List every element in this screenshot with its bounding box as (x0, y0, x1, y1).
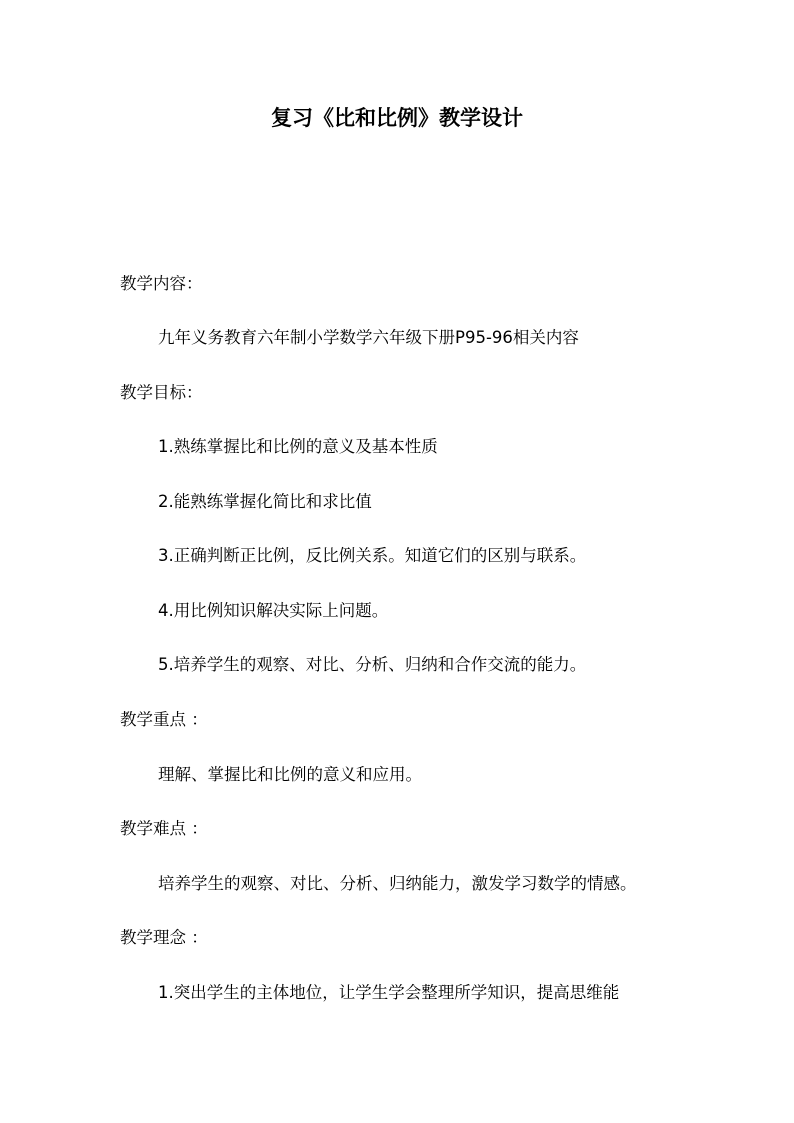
key-points-text: 理解、掌握比和比例的意义和应用。 (158, 765, 422, 784)
section-heading-difficulties: 教学难点 ： (120, 819, 208, 838)
goal-item-1: 1.熟练掌握比和比例的意义及基本性质 (158, 437, 438, 456)
section-heading-goals: 教学目标： (120, 383, 203, 402)
difficulties-text: 培养学生的观察、对比、分析、归纳能力，激发学习数学的情感。 (158, 874, 637, 893)
document-title: 复习《比和比例》教学设计 (271, 105, 523, 130)
section-heading-philosophy: 教学理念 ： (120, 928, 208, 947)
goal-item-4: 4.用比例知识解决实际上问题。 (158, 601, 389, 620)
goal-item-5: 5.培养学生的观察、对比、分析、归纳和合作交流的能力。 (158, 655, 587, 674)
philosophy-item-1: 1.突出学生的主体地位，让学生学会整理所学知识，提高思维能 (158, 983, 620, 1002)
goal-item-3: 3.正确判断正比例，反比例关系。知道它们的区别与联系。 (158, 546, 587, 565)
section-heading-key-points: 教学重点 ： (120, 710, 208, 729)
goal-item-2: 2.能熟练掌握化简比和求比值 (158, 492, 372, 511)
content-text: 九年义务教育六年制小学数学六年级下册P95-96相关内容 (158, 328, 579, 347)
section-heading-content: 教学内容： (120, 274, 203, 293)
